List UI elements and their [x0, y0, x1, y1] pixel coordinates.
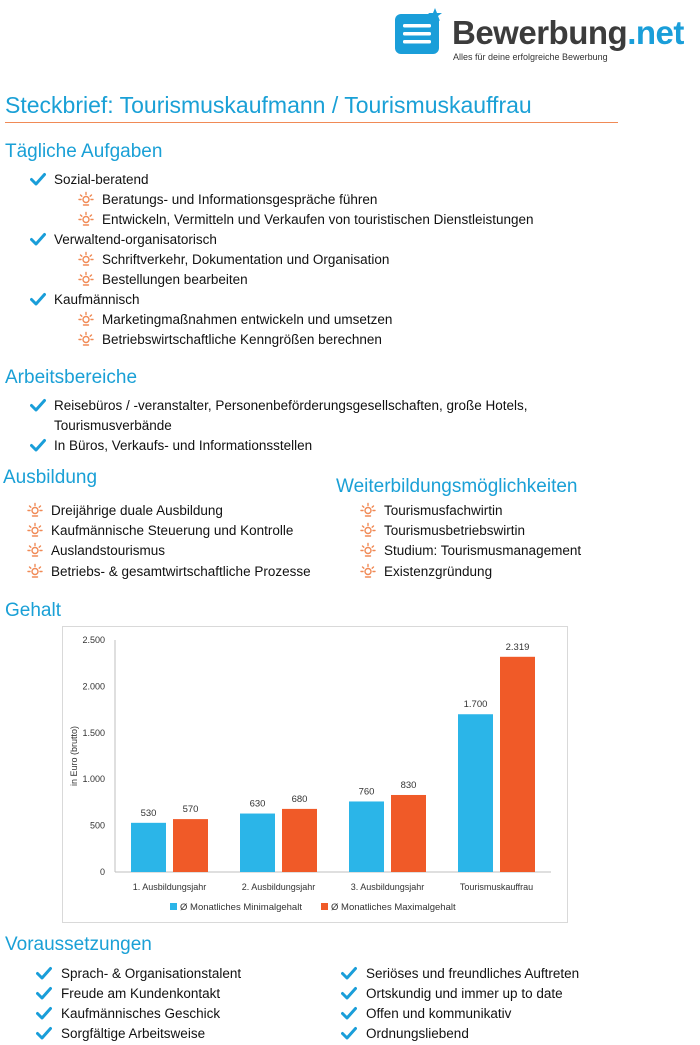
salary-chart [62, 626, 568, 923]
bar-data-label: 760 [358, 786, 375, 798]
title-divider [5, 122, 618, 123]
section-heading-arbeitsbereiche: Arbeitsbereiche [5, 367, 138, 388]
further-training-item: Tourismusbetriebswirtin [384, 523, 526, 538]
legend-swatch-max [321, 903, 328, 910]
bar-min [240, 814, 275, 872]
sun-bullet-icon [78, 251, 94, 267]
check-icon [341, 965, 357, 981]
page-title: Steckbrief: Tourismuskaufmann / Tourismuskauffrau [5, 92, 532, 118]
check-icon [30, 397, 46, 413]
task-item: Entwickeln, Vermitteln und Verkaufen von touristischen Dienstleistungen [102, 212, 534, 227]
sun-bullet-icon [360, 563, 376, 579]
task-group-label: Verwaltend-organisatorisch [54, 232, 217, 247]
y-tick-label: 1.500 [82, 727, 105, 738]
sun-bullet-icon [27, 522, 43, 538]
check-icon [30, 231, 46, 247]
bar-data-label: 570 [182, 804, 199, 816]
check-icon [30, 171, 46, 187]
sun-bullet-icon [360, 542, 376, 558]
further-training-item: Tourismusfachwirtin [384, 503, 503, 518]
section-heading-taegliche-aufgaben: Tägliche Aufgaben [5, 141, 163, 162]
bar-max [173, 819, 208, 872]
bar-data-label: 530 [140, 807, 157, 819]
y-tick-label: 2.000 [82, 681, 105, 692]
task-item: Betriebswirtschaftliche Kenngrößen berechnen [102, 332, 382, 347]
x-tick-label: 1. Ausbildungsjahr [132, 882, 207, 892]
requirement-item: Sprach- & Organisationstalent [61, 966, 242, 981]
sun-bullet-icon [78, 211, 94, 227]
sun-bullet-icon [78, 271, 94, 287]
requirement-item: Offen und kommunikativ [366, 1006, 512, 1021]
bar-min [458, 714, 493, 872]
requirement-item: Kaufmännisches Geschick [61, 1006, 221, 1021]
check-icon [36, 1005, 52, 1021]
section-heading-gehalt: Gehalt [5, 600, 61, 621]
task-item: Marketingmaßnahmen entwickeln und umsetzen [102, 312, 393, 327]
training-item: Kaufmännische Steuerung und Kontrolle [51, 523, 294, 538]
bar-max [391, 795, 426, 872]
bar-max [282, 809, 317, 872]
check-icon [30, 437, 46, 453]
bar-data-label: 830 [400, 779, 417, 791]
x-tick-label: 3. Ausbildungsjahr [350, 882, 425, 892]
training-item: Dreijährige duale Ausbildung [51, 503, 223, 518]
bar-min [349, 801, 384, 872]
logo-brand: Bewerbung [452, 14, 628, 51]
sun-bullet-icon [27, 502, 43, 518]
x-tick-label: 2. Ausbildungsjahr [241, 882, 316, 892]
logo-tagline: Alles für deine erfolgreiche Bewerbung [453, 52, 608, 62]
further-training-item: Studium: Tourismusmanagement [384, 543, 582, 558]
section-heading-weiterbildung: Weiterbildungsmöglichkeiten [336, 476, 578, 497]
y-tick-label: 0 [99, 867, 105, 877]
check-icon [341, 985, 357, 1001]
task-item: Beratungs- und Informationsgespräche führen [102, 192, 378, 207]
y-tick-label: 2.500 [82, 635, 105, 645]
section-heading-voraussetzungen: Voraussetzungen [5, 934, 152, 955]
logo-tld: .net [627, 14, 684, 51]
work-area-item: Reisebüros / -veranstalter, Personenbeförderungsgesellschaften, große Hotels, [54, 398, 528, 413]
bar-data-label: 630 [249, 798, 266, 810]
sun-bullet-icon [78, 331, 94, 347]
task-group-label: Kaufmännisch [54, 292, 140, 307]
legend-label-min: Ø Monatliches Minimalgehalt [180, 902, 302, 913]
check-icon [30, 291, 46, 307]
requirement-item: Ordnungsliebend [366, 1026, 469, 1041]
y-tick-label: 500 [89, 820, 105, 831]
bar-data-label: 2.319 [505, 641, 530, 653]
requirement-item: Seriöses und freundliches Auftreten [366, 966, 580, 981]
check-icon [36, 1025, 52, 1041]
work-area-item: In Büros, Verkaufs- und Informationsstellen [54, 438, 313, 453]
training-item: Betriebs- & gesamtwirtschaftliche Prozesse [51, 564, 311, 579]
y-tick-label: 1.000 [82, 774, 105, 785]
requirement-item: Ortskundig und immer up to date [366, 986, 563, 1001]
requirement-item: Freude am Kundenkontakt [61, 986, 221, 1001]
task-group-label: Sozial-beratend [54, 172, 149, 187]
bar-data-label: 1.700 [463, 699, 488, 711]
sun-bullet-icon [360, 502, 376, 518]
further-training-item: Existenzgründung [384, 564, 493, 579]
sun-bullet-icon [360, 522, 376, 538]
bar-data-label: 680 [291, 793, 308, 805]
bar-min [131, 823, 166, 872]
training-item: Auslandstourismus [51, 543, 166, 558]
sun-bullet-icon [27, 563, 43, 579]
task-item: Bestellungen bearbeiten [102, 272, 248, 287]
legend-swatch-min [170, 903, 177, 910]
x-tick-label: Tourismuskauffrau [459, 882, 534, 892]
work-area-item-continued: Tourismusverbände [54, 418, 172, 433]
check-icon [341, 1025, 357, 1041]
check-icon [36, 965, 52, 981]
legend-label-max: Ø Monatliches Maximalgehalt [331, 902, 456, 913]
requirement-item: Sorgfältige Arbeitsweise [61, 1026, 206, 1041]
check-icon [36, 985, 52, 1001]
logo-wordmark [452, 14, 684, 52]
sun-bullet-icon [78, 311, 94, 327]
sun-bullet-icon [78, 191, 94, 207]
sun-bullet-icon [27, 542, 43, 558]
bar-max [500, 657, 535, 872]
y-axis-label: in Euro (brutto) [69, 725, 79, 787]
task-item: Schriftverkehr, Dokumentation und Organisation [102, 252, 390, 267]
logo-icon [395, 8, 447, 61]
salary-chart-svg [63, 627, 567, 922]
check-icon [341, 1005, 357, 1021]
section-heading-ausbildung: Ausbildung [3, 467, 98, 488]
